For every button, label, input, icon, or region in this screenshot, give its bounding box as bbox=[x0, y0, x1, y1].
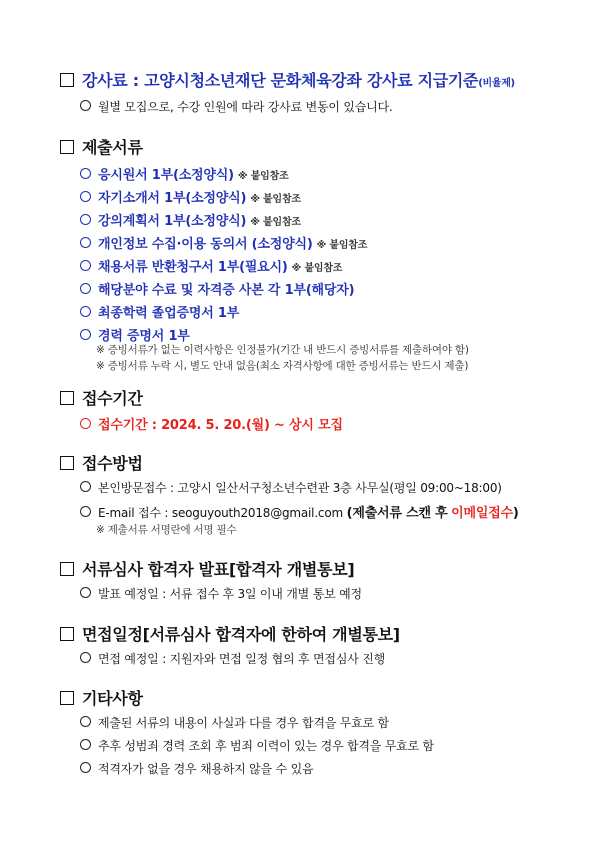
etc-item-text: 추후 성범죄 경력 조회 후 범죄 이력이 있는 경우 합격을 무효로 함 bbox=[98, 739, 434, 753]
document-note: ※ 붙임참조 bbox=[237, 171, 289, 182]
period-heading bbox=[60, 386, 143, 409]
square-checkbox-icon bbox=[60, 391, 74, 405]
result-item bbox=[80, 585, 362, 602]
interview-item-text: 면접 예정일 : 지원자와 면접 일정 협의 후 면접심사 진행 bbox=[98, 652, 385, 666]
document-note: ※ 붙임참조 bbox=[291, 263, 343, 274]
list-item bbox=[80, 210, 301, 229]
list-item bbox=[80, 233, 367, 252]
result-title: 서류심사 합격자 발표[합격자 개별통보] bbox=[82, 560, 355, 579]
circle-bullet-icon bbox=[80, 762, 91, 773]
documents-title: 제출서류 bbox=[82, 138, 143, 157]
circle-bullet-icon bbox=[80, 506, 91, 517]
method-visit-text: 본인방문접수 : 고양시 일산서구청소년수련관 3층 사무실(평일 09:00~18:00) bbox=[98, 481, 502, 495]
list-item bbox=[80, 714, 389, 731]
etc-heading bbox=[60, 686, 143, 709]
circle-bullet-icon bbox=[80, 652, 91, 663]
fee-heading bbox=[60, 68, 515, 91]
document-text: 최종학력 졸업증명서 1부 bbox=[98, 306, 240, 321]
method-heading bbox=[60, 451, 143, 474]
method-email bbox=[80, 502, 519, 521]
result-heading bbox=[60, 557, 354, 580]
period-item bbox=[80, 414, 343, 433]
interview-item bbox=[80, 650, 385, 667]
etc-title: 기타사항 bbox=[82, 689, 143, 708]
method-email-text: E-mail 접수 : seoguyouth2018@gmail.com bbox=[98, 506, 343, 520]
square-checkbox-icon bbox=[60, 140, 74, 154]
document-text: 개인정보 수집·이용 동의서 (소정양식) bbox=[98, 237, 313, 252]
documents-heading bbox=[60, 135, 143, 158]
result-item-text: 발표 예정일 : 서류 접수 후 3일 이내 개별 통보 예정 bbox=[98, 587, 362, 601]
document-text: 경력 증명서 1부 bbox=[98, 329, 190, 344]
interview-heading bbox=[60, 622, 400, 645]
list-item bbox=[80, 302, 239, 321]
square-checkbox-icon bbox=[60, 691, 74, 705]
square-checkbox-icon bbox=[60, 562, 74, 576]
list-item bbox=[80, 256, 342, 275]
interview-title: 면접일정[서류심사 합격자에 한하여 개별통보] bbox=[82, 625, 400, 644]
method-email-end: ) bbox=[512, 506, 519, 521]
fee-title: 강사료 : 고양시청소년재단 문화체육강좌 강사료 지급기준 bbox=[82, 71, 479, 90]
period-title: 접수기간 bbox=[82, 389, 143, 408]
method-note: ※ 제출서류 서명란에 서명 필수 bbox=[96, 524, 237, 536]
document-note: ※ 붙임참조 bbox=[250, 194, 301, 205]
fee-item-text: 월별 모집으로, 수강 인원에 따라 강사료 변동이 있습니다. bbox=[98, 100, 393, 114]
circle-bullet-icon bbox=[80, 739, 91, 750]
etc-item-text: 제출된 서류의 내용이 사실과 다를 경우 합격을 무효로 함 bbox=[98, 716, 389, 730]
circle-bullet-icon bbox=[80, 283, 91, 294]
method-email-scan: (제출서류 스캔 후 bbox=[346, 506, 448, 521]
document-text: 채용서류 반환청구서 1부(필요시) bbox=[98, 260, 288, 275]
circle-bullet-icon bbox=[80, 418, 91, 429]
method-email-highlight: 이메일접수 bbox=[451, 506, 513, 521]
circle-bullet-icon bbox=[80, 168, 91, 179]
circle-bullet-icon bbox=[80, 191, 91, 202]
circle-bullet-icon bbox=[80, 329, 91, 340]
etc-item-text: 적격자가 없을 경우 채용하지 않을 수 있음 bbox=[98, 762, 314, 776]
document-note: ※ 붙임참조 bbox=[316, 240, 368, 251]
circle-bullet-icon bbox=[80, 306, 91, 317]
circle-bullet-icon bbox=[80, 716, 91, 727]
method-visit bbox=[80, 479, 502, 496]
list-item bbox=[80, 737, 434, 754]
document-text: 강의계획서 1부(소정양식) bbox=[98, 214, 247, 229]
period-item-text: 접수기간 : 2024. 5. 20.(월) ~ 상시 모집 bbox=[98, 418, 343, 433]
list-item bbox=[80, 164, 289, 183]
list-item bbox=[80, 760, 313, 777]
fee-title-tag: (비율제) bbox=[478, 78, 515, 89]
circle-bullet-icon bbox=[80, 100, 91, 111]
document-text: 해당분야 수료 및 자격증 사본 각 1부(해당자) bbox=[98, 283, 355, 298]
circle-bullet-icon bbox=[80, 214, 91, 225]
circle-bullet-icon bbox=[80, 481, 91, 492]
square-checkbox-icon bbox=[60, 627, 74, 641]
method-title: 접수방법 bbox=[82, 454, 143, 473]
circle-bullet-icon bbox=[80, 587, 91, 598]
documents-note: ※ 증빙서류 누락 시, 별도 안내 없음(최소 자격사항에 대한 증빙서류는 반드시 제출) bbox=[96, 360, 469, 372]
square-checkbox-icon bbox=[60, 456, 74, 470]
document-text: 자기소개서 1부(소정양식) bbox=[98, 191, 247, 206]
document-note: ※ 붙임참조 bbox=[250, 217, 301, 228]
list-item bbox=[80, 187, 301, 206]
list-item bbox=[80, 279, 354, 298]
document-text: 응시원서 1부(소정양식) bbox=[98, 168, 234, 183]
square-checkbox-icon bbox=[60, 73, 74, 87]
circle-bullet-icon bbox=[80, 237, 91, 248]
fee-item bbox=[80, 98, 393, 115]
documents-note: ※ 증빙서류가 없는 이력사항은 인정불가(기간 내 반드시 증빙서류를 제출하여야 함) bbox=[96, 344, 469, 356]
circle-bullet-icon bbox=[80, 260, 91, 271]
